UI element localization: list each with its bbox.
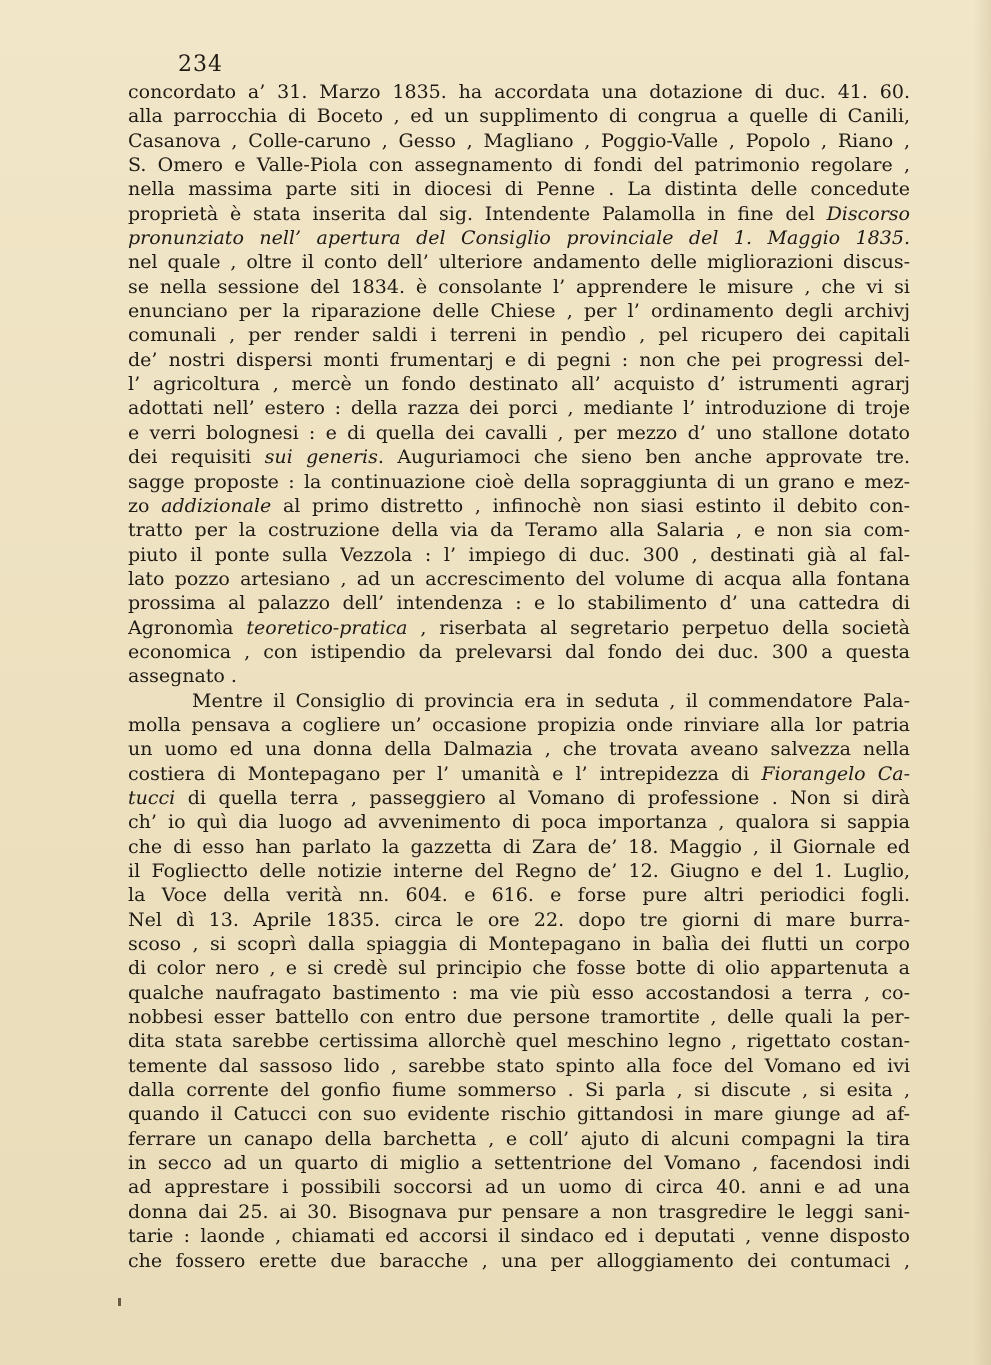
print-speck [118,1298,121,1306]
text-segment: nella massima parte siti in diocesi di Penne . La distinta delle concedute [128,178,910,201]
body-text [128,80,910,1273]
text-line [128,1249,910,1273]
text-segment: qualche naufragato bastimento : ma vie più esso accostandosi a terra , co- [128,981,910,1004]
text-line [128,1224,910,1248]
text-segment: dita stata sarebbe certissima allorchè quel meschino legno , rigettato costan- [128,1030,910,1053]
text-line [128,80,910,104]
text-line [128,640,910,664]
text-line [128,810,910,834]
text-segment: ad apprestare i possibili soccorsi ad un uomo di circa 40. anni e ad una [128,1176,910,1199]
text-line [128,250,910,274]
text-segment: quando il Catucci con suo evidente rischio gittandosi in mare giunge ad af- [128,1103,910,1126]
text-segment: piuto il ponte sulla Vezzola : l’ impiego di duc. 300 , destinati già al fal- [128,543,910,566]
text-line [128,616,910,640]
text-segment: e verri bolognesi : e di quella dei cavalli , per mezzo d’ uno stallone dotato [128,421,910,444]
text-line [128,396,910,420]
text-segment: se nella sessione del 1834. è consolante l’ apprendere le misure , che vi si [128,275,910,298]
text-line [128,153,910,177]
text-segment: la Voce della verità nn. 604. e 616. e forse pure altri periodici fogli. [128,884,910,907]
text-line [128,835,910,859]
text-line [128,177,910,201]
text-segment: in secco ad un quarto di miglio a settentrione del Vomano , facendosi indi [128,1152,910,1175]
text-line [128,786,910,810]
italic-text: addizionale [161,494,272,517]
italic-text: pronunziato nell’ apertura del Consiglio provinciale del 1. Maggio 1835. [128,227,910,250]
text-line [128,348,910,372]
text-line [128,226,910,250]
text-segment: di quella terra , passeggiero al Vomano di professione . Non si dirà [175,786,910,809]
text-line [128,1102,910,1126]
text-segment: comunali , per render saldi i terreni in pendìo , pel ricupero dei capitali [128,324,910,347]
text-line [128,908,910,932]
text-segment: Agronomìa [128,616,247,639]
text-segment: che fossero erette due baracche , una per alloggiamento dei contumaci , [128,1249,910,1272]
text-segment: dalla corrente del gonfio fiume sommerso . Si parla , si discute , si esita , [128,1079,910,1102]
text-segment: . Auguriamoci che sieno ben anche approvate tre. [377,446,910,469]
text-segment: costiera di Montepagano per l’ umanità e l’ intrepidezza di [128,762,762,785]
text-segment: nobbesi esser battello con entro due persone tramortite , delle quali la per- [128,1006,910,1029]
text-segment: ferrare un canapo della barchetta , e coll’ ajuto di alcuni compagni la tira [128,1127,910,1150]
text-segment: enunciano per la riparazione delle Chiese , per l’ ordinamento degli archivj [128,300,910,323]
text-line [128,859,910,883]
text-line [128,762,910,786]
page-number: 234 [178,52,223,77]
text-segment: assegnato . [128,665,237,688]
italic-text: Discorso [826,202,910,225]
text-segment: S. Omero e Valle-Piola con assegnamento di fondi del patrimonio regolare , [128,154,910,177]
text-segment: il Fogliectto delle notizie interne del Regno de’ 12. Giugno e del 1. Luglio, [128,860,910,882]
text-segment: adottati nell’ estero : della razza dei porci , mediante l’ introduzione di troje [128,397,910,420]
text-line [128,1200,910,1224]
text-segment: proprietà è stata inserita dal sig. Intendente Palamolla in fine del [128,202,827,225]
text-line [128,543,910,567]
italic-text: tucci [128,786,176,809]
text-segment: dei requisiti [128,446,265,469]
text-line [128,1151,910,1175]
text-segment: temente dal sassoso lido , sarebbe stato spinto alla foce del Vomano ed ivi [128,1054,910,1077]
text-line [128,104,910,128]
text-segment: alla parrocchia di Boceto , ed un supplimento di congrua a quelle di Canili, [128,105,910,128]
text-segment: che di esso han parlato la gazzetta di Zara de’ 18. Maggio , il Giornale ed [128,835,910,858]
text-line [128,1029,910,1053]
text-line [128,1175,910,1199]
text-segment: prossima al palazzo dell’ intendenza : e lo stabilimento d’ una cattedra di [128,592,910,615]
text-line [128,713,910,737]
text-line [128,591,910,615]
text-segment: concordato a’ 31. Marzo 1835. ha accordata una dotazione di duc. 41. 60. [128,81,910,103]
text-line [128,1078,910,1102]
page-edge-shadow [973,0,991,1365]
italic-text: teoretico-pratica [246,616,408,639]
text-line [128,956,910,980]
text-segment: l’ agricoltura , mercè un fondo destinato all’ acquisto d’ istrumenti agrarj [128,373,910,396]
text-line [128,445,910,469]
text-segment: tarie : laonde , chiamati ed accorsi il sindaco ed i deputati , venne disposto [128,1225,910,1248]
text-segment: di color nero , e si credè sul principio che fosse botte di olio appartenuta a [128,957,910,980]
text-segment: molla pensava a cogliere un’ occasione propizia onde rinviare alla lor patria [128,713,910,736]
text-segment: ch’ io quì dia luogo ad avvenimento di poca importanza , qualora si sappia [128,811,910,834]
text-segment: , riserbata al segretario perpetuo della società [407,616,910,639]
text-segment: Mentre il Consiglio di provincia era in seduta , il commendatore Pala- [192,689,910,712]
text-line [128,1127,910,1151]
text-segment: tratto per la costruzione della via da Teramo alla Salaria , e non sia com- [128,519,910,542]
text-line [128,275,910,299]
text-segment: sagge proposte : la continuazione cioè della sopraggiunta di un grano e mez- [128,470,910,493]
text-line [128,567,910,591]
text-segment: economica , con istipendio da prelevarsi dal fondo dei duc. 300 a questa [128,640,910,663]
text-segment: Nel dì 13. Aprile 1835. circa le ore 22. dopo tre giorni di mare burra- [128,908,910,931]
text-line [128,664,910,688]
text-line [128,470,910,494]
text-line [128,202,910,226]
text-line [128,689,910,713]
text-line [128,421,910,445]
text-segment: donna dai 25. ai 30. Bisognava pur pensare a non trasgredire le leggi sani- [128,1200,910,1223]
text-line [128,981,910,1005]
text-line [128,1054,910,1078]
text-line [128,518,910,542]
text-segment: nel quale , oltre il conto dell’ ulteriore andamento delle migliorazioni discus- [128,251,910,274]
text-segment: al primo distretto , infinochè non siasi estinto il debito con- [271,494,910,517]
text-line [128,883,910,907]
text-line [128,1005,910,1029]
text-segment: lato pozzo artesiano , ad un accrescimento del volume di acqua alla fontana [128,567,910,590]
text-line [128,129,910,153]
text-segment: Casanova , Colle-caruno , Gesso , Magliano , Poggio-Valle , Popolo , Riano , [128,129,910,152]
italic-text: Fiorangelo Ca- [761,762,910,785]
text-line [128,932,910,956]
text-segment: un uomo ed una donna della Dalmazia , che trovata aveano salvezza nella [128,738,910,761]
text-segment: scoso , si scoprì dalla spiaggia di Montepagano in balìa dei flutti un corpo [128,933,910,956]
text-segment: zo [128,494,162,517]
text-line [128,299,910,323]
text-line [128,323,910,347]
text-line [128,372,910,396]
text-segment: de’ nostri dispersi monti frumentarj e di pegni : non che pei progressi del- [128,348,910,371]
italic-text: sui generis [264,446,378,469]
text-line [128,737,910,761]
text-line [128,494,910,518]
